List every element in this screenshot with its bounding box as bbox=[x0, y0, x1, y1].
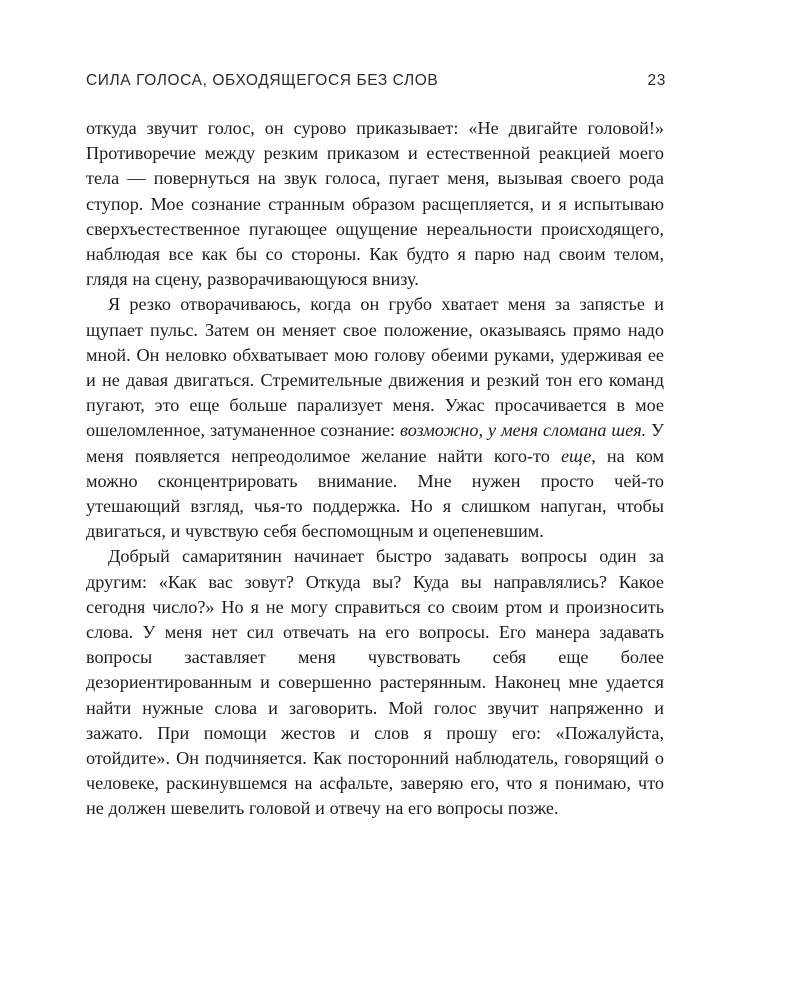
paragraph-3: Добрый самаритянин начинает быстро задавать вопросы один за другим: «Как вас зовут? Откуда вы? Куда вы направлялись? Какое сегодня число?» Но я не могу справиться со своим ртом и произносить слова. У меня нет сил отвечать на его вопросы. Его манера задавать вопросы заставляет меня чувствовать себя еще более дезориентированным и совершенно растерянным. Наконец мне удается найти нужные слова и заговорить. Мой голос звучит напряженно и зажато. При помощи жестов и слов я прошу его: «Пожалуйста, отойдите». Он подчиняется. Как посторонний наблюдатель, говорящий о человеке, раскинувшемся на асфальте, заверяю его, что я понимаю, что не должен шевелить головой и отвечу на его вопросы позже. bbox=[86, 546, 664, 819]
running-head-title: СИЛА ГОЛОСА, ОБХОДЯЩЕГОСЯ БЕЗ СЛОВ bbox=[86, 72, 439, 89]
paragraph-2-italic-thought: возможно, у меня сломана шея. bbox=[400, 420, 647, 441]
body-text bbox=[86, 116, 664, 822]
paragraph-2-italic-word: еще bbox=[560, 445, 592, 466]
paragraph-2 bbox=[86, 292, 664, 544]
paragraph-1: откуда звучит голос, он сурово приказывает: «Не двигайте головой!» Противоречие между резким приказом и естественной реакцией моего тела — повернуться на звук голоса, пугает меня, вызывая своего рода ступор. Мое сознание странным образом расщепляется, и я испытываю сверхъестественное пугающее ощущение нереальности происходящего, наблюдая все как бы со стороны. Как будто я парю над своим телом, глядя на сцену, разворачивающуюся внизу. bbox=[86, 118, 664, 290]
paragraph-2-text-end: , на ком можно сконцентрировать внимание. Мне нужен просто чей-то утешающий взгляд, чья-то поддержка. Но я слишком напуган, чтобы двигаться, и чувствую себя беспомощным и оцепеневшим. bbox=[86, 445, 664, 542]
page-number: 23 bbox=[647, 72, 666, 89]
paragraph-2-text-middle: У меня появляется непреодолимое желание найти кого-то bbox=[86, 420, 665, 466]
paragraph-2-text-start: Я резко отворачиваюсь, когда он грубо хватает меня за запястье и щупает пульс. Затем он меняет свое положение, оказываясь прямо надо мной. Он неловко обхватывает мою голову обеими руками, удерживая ее и не давая двигаться. Стремительные движения и резкий тон его команд пугают, это еще больше парализует меня. Ужас просачивается в мое ошеломленное, затуманенное сознание: bbox=[86, 294, 664, 441]
running-head bbox=[86, 72, 666, 94]
